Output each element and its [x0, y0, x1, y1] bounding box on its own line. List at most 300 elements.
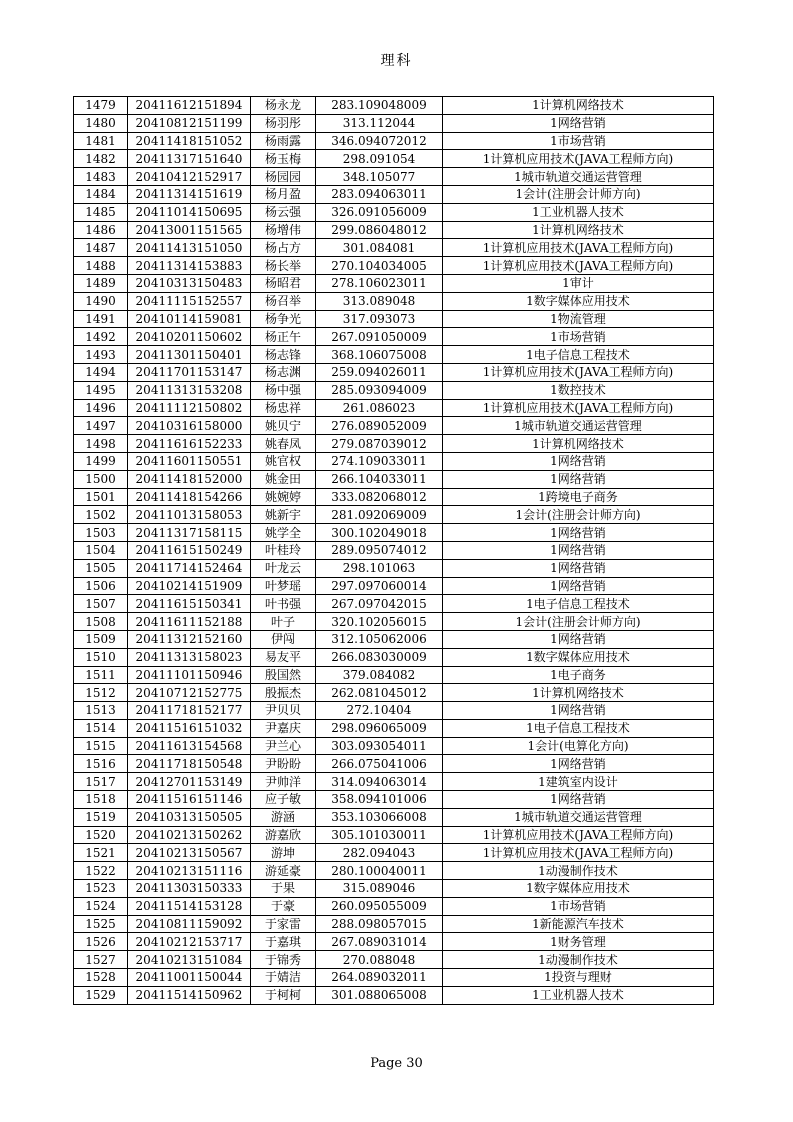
major-cell: 1网络营销 — [443, 452, 714, 470]
score-cell: 314.094063014 — [316, 773, 443, 791]
row-index-cell: 1484 — [74, 185, 128, 203]
table-row — [74, 132, 714, 150]
student-name-cell: 尹嘉庆 — [251, 719, 316, 737]
student-name-cell: 游涵 — [251, 808, 316, 826]
table-row — [74, 257, 714, 275]
score-cell: 289.095074012 — [316, 541, 443, 559]
major-cell: 1网络营销 — [443, 541, 714, 559]
score-cell: 305.101030011 — [316, 826, 443, 844]
score-cell: 368.106075008 — [316, 346, 443, 364]
table-row — [74, 862, 714, 880]
table-row — [74, 648, 714, 666]
row-index-cell: 1501 — [74, 488, 128, 506]
student-name-cell: 杨正午 — [251, 328, 316, 346]
table-row — [74, 488, 714, 506]
table-row — [74, 630, 714, 648]
exam-number-cell: 20411514150962 — [128, 986, 251, 1004]
table-row — [74, 969, 714, 987]
exam-number-cell: 20410316158000 — [128, 417, 251, 435]
exam-number-cell: 20411115152557 — [128, 292, 251, 310]
table-row — [74, 808, 714, 826]
exam-number-cell: 20410114159081 — [128, 310, 251, 328]
table-row — [74, 915, 714, 933]
exam-number-cell: 20410412152917 — [128, 168, 251, 186]
major-cell: 1动漫制作技术 — [443, 862, 714, 880]
score-cell: 261.086023 — [316, 399, 443, 417]
row-index-cell: 1515 — [74, 737, 128, 755]
row-index-cell: 1508 — [74, 613, 128, 631]
row-index-cell: 1498 — [74, 435, 128, 453]
row-index-cell: 1503 — [74, 524, 128, 542]
score-cell: 270.104034005 — [316, 257, 443, 275]
row-index-cell: 1511 — [74, 666, 128, 684]
table-row — [74, 595, 714, 613]
score-cell: 270.088048 — [316, 951, 443, 969]
table-row — [74, 239, 714, 257]
major-cell: 1跨境电子商务 — [443, 488, 714, 506]
score-cell: 315.089046 — [316, 880, 443, 898]
student-name-cell: 易友平 — [251, 648, 316, 666]
row-index-cell: 1510 — [74, 648, 128, 666]
table-row — [74, 363, 714, 381]
student-name-cell: 殷振杰 — [251, 684, 316, 702]
row-index-cell: 1489 — [74, 274, 128, 292]
student-name-cell: 尹兰心 — [251, 737, 316, 755]
score-cell: 320.102056015 — [316, 613, 443, 631]
major-cell: 1数控技术 — [443, 381, 714, 399]
exam-number-cell: 20411313158023 — [128, 648, 251, 666]
exam-number-cell: 20411601150551 — [128, 452, 251, 470]
exam-number-cell: 20411014150695 — [128, 203, 251, 221]
score-cell: 301.084081 — [316, 239, 443, 257]
row-index-cell: 1500 — [74, 470, 128, 488]
table-row — [74, 951, 714, 969]
table-row — [74, 452, 714, 470]
score-cell: 300.102049018 — [316, 524, 443, 542]
student-name-cell: 姚学全 — [251, 524, 316, 542]
student-name-cell: 殷国然 — [251, 666, 316, 684]
major-cell: 1审计 — [443, 274, 714, 292]
table-row — [74, 791, 714, 809]
row-index-cell: 1483 — [74, 168, 128, 186]
student-name-cell: 游嘉欣 — [251, 826, 316, 844]
row-index-cell: 1505 — [74, 559, 128, 577]
student-name-cell: 杨雨露 — [251, 132, 316, 150]
major-cell: 1市场营销 — [443, 132, 714, 150]
major-cell: 1网络营销 — [443, 702, 714, 720]
exam-number-cell: 20411314151619 — [128, 185, 251, 203]
table-row — [74, 613, 714, 631]
exam-number-cell: 20411013158053 — [128, 506, 251, 524]
major-cell: 1电子信息工程技术 — [443, 595, 714, 613]
student-name-cell: 杨增伟 — [251, 221, 316, 239]
major-cell: 1计算机网络技术 — [443, 684, 714, 702]
score-cell: 267.091050009 — [316, 328, 443, 346]
major-cell: 1网络营销 — [443, 755, 714, 773]
row-index-cell: 1526 — [74, 933, 128, 951]
table-row — [74, 577, 714, 595]
score-cell: 266.075041006 — [316, 755, 443, 773]
row-index-cell: 1493 — [74, 346, 128, 364]
page-title: 理科 — [380, 53, 413, 69]
major-cell: 1会计(电算化方向) — [443, 737, 714, 755]
score-cell: 276.089052009 — [316, 417, 443, 435]
exam-number-cell: 20410313150483 — [128, 274, 251, 292]
score-cell: 298.101063 — [316, 559, 443, 577]
table-row — [74, 470, 714, 488]
exam-number-cell: 20411514153128 — [128, 897, 251, 915]
table-row — [74, 399, 714, 417]
table-row — [74, 150, 714, 168]
major-cell: 1投资与理财 — [443, 969, 714, 987]
score-cell: 267.089031014 — [316, 933, 443, 951]
student-name-cell: 于婧洁 — [251, 969, 316, 987]
major-cell: 1市场营销 — [443, 897, 714, 915]
major-cell: 1城市轨道交通运营管理 — [443, 417, 714, 435]
student-name-cell: 姚新宇 — [251, 506, 316, 524]
student-name-cell: 杨玉梅 — [251, 150, 316, 168]
student-name-cell: 杨召举 — [251, 292, 316, 310]
table-row — [74, 541, 714, 559]
table-row — [74, 435, 714, 453]
exam-number-cell: 20411418152000 — [128, 470, 251, 488]
major-cell: 1网络营销 — [443, 791, 714, 809]
student-name-cell: 杨争光 — [251, 310, 316, 328]
major-cell: 1计算机网络技术 — [443, 221, 714, 239]
score-cell: 299.086048012 — [316, 221, 443, 239]
row-index-cell: 1525 — [74, 915, 128, 933]
major-cell: 1计算机应用技术(JAVA工程师方向) — [443, 239, 714, 257]
student-name-cell: 尹帅洋 — [251, 773, 316, 791]
major-cell: 1市场营销 — [443, 328, 714, 346]
exam-number-cell: 20411001150044 — [128, 969, 251, 987]
score-cell: 313.089048 — [316, 292, 443, 310]
exam-number-cell: 20411112150802 — [128, 399, 251, 417]
major-cell: 1网络营销 — [443, 577, 714, 595]
score-cell: 297.097060014 — [316, 577, 443, 595]
row-index-cell: 1518 — [74, 791, 128, 809]
major-cell: 1网络营销 — [443, 114, 714, 132]
major-cell: 1工业机器人技术 — [443, 203, 714, 221]
student-name-cell: 姚婉婷 — [251, 488, 316, 506]
student-name-cell: 杨长举 — [251, 257, 316, 275]
major-cell: 1计算机应用技术(JAVA工程师方向) — [443, 826, 714, 844]
row-index-cell: 1497 — [74, 417, 128, 435]
major-cell: 1计算机网络技术 — [443, 435, 714, 453]
student-name-cell: 游延豪 — [251, 862, 316, 880]
major-cell: 1会计(注册会计师方向) — [443, 506, 714, 524]
student-name-cell: 姚春凤 — [251, 435, 316, 453]
major-cell: 1财务管理 — [443, 933, 714, 951]
major-cell: 1计算机网络技术 — [443, 97, 714, 115]
student-name-cell: 杨占方 — [251, 239, 316, 257]
major-cell: 1工业机器人技术 — [443, 986, 714, 1004]
student-name-cell: 于嘉琪 — [251, 933, 316, 951]
exam-number-cell: 20413001151565 — [128, 221, 251, 239]
row-index-cell: 1529 — [74, 986, 128, 1004]
row-index-cell: 1488 — [74, 257, 128, 275]
table-row — [74, 773, 714, 791]
student-name-cell: 姚贝宁 — [251, 417, 316, 435]
row-index-cell: 1479 — [74, 97, 128, 115]
major-cell: 1动漫制作技术 — [443, 951, 714, 969]
score-cell: 333.082068012 — [316, 488, 443, 506]
student-name-cell: 叶梦瑶 — [251, 577, 316, 595]
student-name-cell: 杨羽彤 — [251, 114, 316, 132]
exam-number-cell: 20410201150602 — [128, 328, 251, 346]
major-cell: 1城市轨道交通运营管理 — [443, 808, 714, 826]
score-cell: 303.093054011 — [316, 737, 443, 755]
page-number: Page 30 — [370, 1056, 423, 1071]
major-cell: 1会计(注册会计师方向) — [443, 613, 714, 631]
score-cell: 279.087039012 — [316, 435, 443, 453]
major-cell: 1网络营销 — [443, 470, 714, 488]
table-row — [74, 274, 714, 292]
score-cell: 298.091054 — [316, 150, 443, 168]
score-cell: 260.095055009 — [316, 897, 443, 915]
score-cell: 313.112044 — [316, 114, 443, 132]
student-name-cell: 于果 — [251, 880, 316, 898]
exam-number-cell: 20410213151116 — [128, 862, 251, 880]
score-cell: 272.10404 — [316, 702, 443, 720]
major-cell: 1网络营销 — [443, 559, 714, 577]
student-name-cell: 尹盼盼 — [251, 755, 316, 773]
major-cell: 1电子信息工程技术 — [443, 719, 714, 737]
exam-number-cell: 20411615150341 — [128, 595, 251, 613]
major-cell: 1计算机应用技术(JAVA工程师方向) — [443, 399, 714, 417]
student-name-cell: 叶龙云 — [251, 559, 316, 577]
table-row — [74, 97, 714, 115]
student-name-cell: 杨园园 — [251, 168, 316, 186]
student-name-cell: 叶子 — [251, 613, 316, 631]
exam-number-cell: 20411718152177 — [128, 702, 251, 720]
exam-number-cell: 20410812151199 — [128, 114, 251, 132]
table-body — [74, 97, 714, 1005]
student-name-cell: 于锦秀 — [251, 951, 316, 969]
table-row — [74, 417, 714, 435]
table-row — [74, 702, 714, 720]
major-cell: 1数字媒体应用技术 — [443, 648, 714, 666]
score-cell: 346.094072012 — [316, 132, 443, 150]
row-index-cell: 1517 — [74, 773, 128, 791]
exam-number-cell: 20410212153717 — [128, 933, 251, 951]
table-row — [74, 506, 714, 524]
row-index-cell: 1502 — [74, 506, 128, 524]
row-index-cell: 1527 — [74, 951, 128, 969]
student-name-cell: 尹贝贝 — [251, 702, 316, 720]
row-index-cell: 1507 — [74, 595, 128, 613]
score-cell: 266.104033011 — [316, 470, 443, 488]
exam-number-cell: 20410712152775 — [128, 684, 251, 702]
table-row — [74, 755, 714, 773]
exam-number-cell: 20411615150249 — [128, 541, 251, 559]
major-cell: 1网络营销 — [443, 524, 714, 542]
table-row — [74, 880, 714, 898]
score-cell: 358.094101006 — [316, 791, 443, 809]
student-name-cell: 杨月盈 — [251, 185, 316, 203]
student-name-cell: 于柯柯 — [251, 986, 316, 1004]
score-cell: 317.093073 — [316, 310, 443, 328]
table-row — [74, 666, 714, 684]
row-index-cell: 1524 — [74, 897, 128, 915]
row-index-cell: 1506 — [74, 577, 128, 595]
student-name-cell: 叶桂玲 — [251, 541, 316, 559]
table-row — [74, 933, 714, 951]
major-cell: 1计算机应用技术(JAVA工程师方向) — [443, 844, 714, 862]
table-row — [74, 114, 714, 132]
exam-number-cell: 20411312152160 — [128, 630, 251, 648]
table-row — [74, 203, 714, 221]
exam-number-cell: 20410214151909 — [128, 577, 251, 595]
row-index-cell: 1521 — [74, 844, 128, 862]
exam-number-cell: 20411101150946 — [128, 666, 251, 684]
row-index-cell: 1514 — [74, 719, 128, 737]
table-row — [74, 826, 714, 844]
exam-number-cell: 20411418154266 — [128, 488, 251, 506]
table-row — [74, 168, 714, 186]
exam-number-cell: 20411611152188 — [128, 613, 251, 631]
student-name-cell: 伊闯 — [251, 630, 316, 648]
exam-number-cell: 20410213150567 — [128, 844, 251, 862]
row-index-cell: 1495 — [74, 381, 128, 399]
exam-number-cell: 20411516151146 — [128, 791, 251, 809]
score-cell: 326.091056009 — [316, 203, 443, 221]
row-index-cell: 1512 — [74, 684, 128, 702]
row-index-cell: 1520 — [74, 826, 128, 844]
row-index-cell: 1504 — [74, 541, 128, 559]
row-index-cell: 1486 — [74, 221, 128, 239]
table-row — [74, 986, 714, 1004]
row-index-cell: 1496 — [74, 399, 128, 417]
row-index-cell: 1494 — [74, 363, 128, 381]
row-index-cell: 1519 — [74, 808, 128, 826]
exam-number-cell: 20411616152233 — [128, 435, 251, 453]
student-name-cell: 叶书强 — [251, 595, 316, 613]
major-cell: 1电子信息工程技术 — [443, 346, 714, 364]
score-cell: 266.083030009 — [316, 648, 443, 666]
exam-number-cell: 20411613154568 — [128, 737, 251, 755]
row-index-cell: 1482 — [74, 150, 128, 168]
score-cell: 281.092069009 — [316, 506, 443, 524]
major-cell: 1电子商务 — [443, 666, 714, 684]
table-row — [74, 684, 714, 702]
row-index-cell: 1523 — [74, 880, 128, 898]
exam-number-cell: 20411317151640 — [128, 150, 251, 168]
score-cell: 298.096065009 — [316, 719, 443, 737]
major-cell: 1城市轨道交通运营管理 — [443, 168, 714, 186]
row-index-cell: 1499 — [74, 452, 128, 470]
student-name-cell: 杨忠祥 — [251, 399, 316, 417]
major-cell: 1建筑室内设计 — [443, 773, 714, 791]
table-row — [74, 185, 714, 203]
table-row — [74, 559, 714, 577]
score-cell: 283.094063011 — [316, 185, 443, 203]
row-index-cell: 1481 — [74, 132, 128, 150]
score-cell: 274.109033011 — [316, 452, 443, 470]
row-index-cell: 1485 — [74, 203, 128, 221]
student-name-cell: 杨云强 — [251, 203, 316, 221]
student-name-cell: 杨昭君 — [251, 274, 316, 292]
table-row — [74, 310, 714, 328]
score-cell: 264.089032011 — [316, 969, 443, 987]
student-name-cell: 杨永龙 — [251, 97, 316, 115]
exam-number-cell: 20411516151032 — [128, 719, 251, 737]
student-name-cell: 姚金田 — [251, 470, 316, 488]
major-cell: 1计算机应用技术(JAVA工程师方向) — [443, 150, 714, 168]
exam-number-cell: 20411418151052 — [128, 132, 251, 150]
student-name-cell: 杨志锋 — [251, 346, 316, 364]
row-index-cell: 1509 — [74, 630, 128, 648]
score-cell: 278.106023011 — [316, 274, 443, 292]
score-cell: 348.105077 — [316, 168, 443, 186]
score-cell: 282.094043 — [316, 844, 443, 862]
table-row — [74, 897, 714, 915]
exam-number-cell: 20411313153208 — [128, 381, 251, 399]
row-index-cell: 1480 — [74, 114, 128, 132]
row-index-cell: 1522 — [74, 862, 128, 880]
student-name-cell: 杨中强 — [251, 381, 316, 399]
score-cell: 285.093094009 — [316, 381, 443, 399]
student-name-cell: 于豪 — [251, 897, 316, 915]
exam-number-cell: 20412701153149 — [128, 773, 251, 791]
student-name-cell: 应子敏 — [251, 791, 316, 809]
score-cell: 259.094026011 — [316, 363, 443, 381]
table-row — [74, 844, 714, 862]
row-index-cell: 1516 — [74, 755, 128, 773]
exam-number-cell: 20411413151050 — [128, 239, 251, 257]
exam-number-cell: 20411303150333 — [128, 880, 251, 898]
table-row — [74, 328, 714, 346]
score-cell: 353.103066008 — [316, 808, 443, 826]
exam-number-cell: 20411701153147 — [128, 363, 251, 381]
score-cell: 280.100040011 — [316, 862, 443, 880]
exam-number-cell: 20410213151084 — [128, 951, 251, 969]
exam-number-cell: 20411317158115 — [128, 524, 251, 542]
table-row — [74, 346, 714, 364]
row-index-cell: 1492 — [74, 328, 128, 346]
exam-number-cell: 20411301150401 — [128, 346, 251, 364]
major-cell: 1物流管理 — [443, 310, 714, 328]
student-name-cell: 杨志渊 — [251, 363, 316, 381]
row-index-cell: 1513 — [74, 702, 128, 720]
score-cell: 312.105062006 — [316, 630, 443, 648]
table-row — [74, 381, 714, 399]
score-cell: 267.097042015 — [316, 595, 443, 613]
row-index-cell: 1487 — [74, 239, 128, 257]
row-index-cell: 1528 — [74, 969, 128, 987]
score-cell: 301.088065008 — [316, 986, 443, 1004]
table-row — [74, 524, 714, 542]
admission-table — [73, 96, 714, 1005]
exam-number-cell: 20411714152464 — [128, 559, 251, 577]
major-cell: 1数字媒体应用技术 — [443, 292, 714, 310]
table-row — [74, 221, 714, 239]
score-cell: 262.081045012 — [316, 684, 443, 702]
exam-number-cell: 20411314153883 — [128, 257, 251, 275]
row-index-cell: 1490 — [74, 292, 128, 310]
score-cell: 379.084082 — [316, 666, 443, 684]
row-index-cell: 1491 — [74, 310, 128, 328]
table-row — [74, 719, 714, 737]
table-row — [74, 737, 714, 755]
exam-number-cell: 20410811159092 — [128, 915, 251, 933]
student-name-cell: 姚官权 — [251, 452, 316, 470]
major-cell: 1新能源汽车技术 — [443, 915, 714, 933]
exam-number-cell: 20411718150548 — [128, 755, 251, 773]
table-row — [74, 292, 714, 310]
student-name-cell: 于家雷 — [251, 915, 316, 933]
exam-number-cell: 20410313150505 — [128, 808, 251, 826]
